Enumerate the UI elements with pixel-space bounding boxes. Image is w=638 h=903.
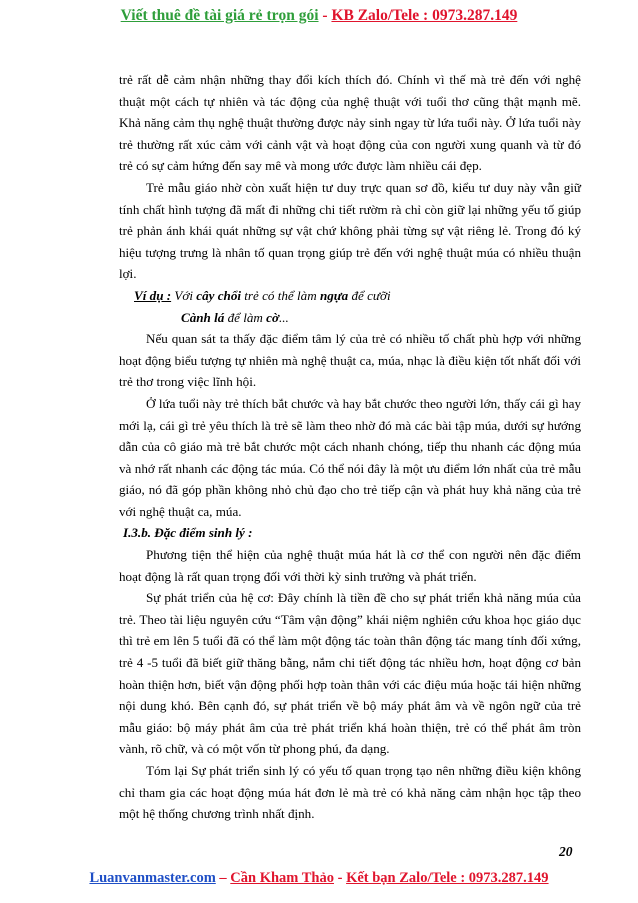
example-line-1: Ví dụ : Với cây chổi trẻ có thể làm ngựa để cưỡi: [134, 287, 391, 303]
paragraph-1: trẻ rất dễ cảm nhận những thay đổi kích thích đó. Chính vì thế mà trẻ đến với nghệ thuật một cách tự nhiên và tác động của nghệ thuật với tuổi thơ cũng thật mạnh mẽ. Khả năng cảm thụ nghệ thuật thường được nảy sinh ngay từ lứa tuổi này. Ở lứa tuổi này trẻ thường rất xúc cảm với cảnh vật và hoạt động của con người xung quanh và từ đó trẻ có sự cảm hứng đến say mê và mong ước được làm nhiều cái đẹp.: [119, 72, 581, 174]
document-body: [119, 69, 581, 825]
paragraph-6: Sự phát triển của hệ cơ: Đây chính là tiền đề cho sự phát triển khả năng múa của trẻ. Theo tài liệu nguyên cứu “Tâm vận động” khái niệm nghiên cứu khoa học giáo dục thì trẻ em lên 5 tuổi đã có thể làm một động tác toàn thân động tác mang tính đối xứng, trẻ 4 -5 tuổi đã biết giữ thăng bằng, nắm chi tiết động tác nhiều hơn, hoạt động cơ bản hoàn thiện hơn, biết vận động phối hợp toàn thân với các điệu múa hoặc tái hiện những nội dung khó. Bên cạnh đó, sự phát triển về bộ máy phát âm và về ngôn ngữ của trẻ mẫu giáo: bộ máy phát âm của trẻ phát triển khá hoàn thiện, trẻ có thể phát âm tròn vành, rõ chữ, và có một vốn từ phong phú, đa dạng.: [119, 590, 581, 757]
page-number: 20: [559, 844, 573, 859]
header-separator: -: [318, 7, 332, 24]
paragraph-5: Phương tiện thể hiện của nghệ thuật múa hát là cơ thể con người nên đặc điểm hoạt động là rất quan trọng đối với thời kỳ sinh trưởng và phát triển.: [119, 547, 581, 584]
paragraph-3: Nếu quan sát ta thấy đặc điểm tâm lý của trẻ có nhiều tố chất phù hợp với những hoạt động biểu tượng tự nhiên mà nghệ thuật ca, múa, nhạc là điều kiện tốt nhất đối với trẻ thơ trong việc lĩnh hội.: [119, 331, 581, 390]
footer-site-link[interactable]: Luanvanmaster.com: [89, 870, 216, 886]
footer-name-link[interactable]: Cần Kham Thảo: [230, 870, 334, 886]
example-label: Ví dụ :: [134, 287, 172, 303]
page-header: [0, 7, 638, 25]
paragraph-4: Ở lứa tuổi này trẻ thích bắt chước và hay bắt chước theo người lớn, thấy cái gì hay mới lạ, cái gì trẻ yêu thích là trẻ sẽ làm theo nhờ đó mà các bài tập múa, dưới sự hướng dẫn của cô giáo mà trẻ bắt chước một cách nhanh chóng, tiếp thu nhanh các động múa và nhớ rất nhanh các động tác múa. Có thể nói đây là một ưu điểm lớn nhất của trẻ mẫu giáo, nó đã góp phần không nhỏ chủ đạo cho trẻ tiếp cận và phát huy khả năng của trẻ với nghệ thuật ca, múa.: [119, 395, 581, 519]
section-heading: I.3.b. Đặc điểm sinh lý :: [123, 525, 253, 541]
paragraph-2: Trẻ mẫu giáo nhờ còn xuất hiện tư duy trực quan sơ đồ, kiểu tư duy này vẫn giữ tính chất hình tượng đã mất đi những chi tiết rườm rà chỉ còn giữ lại những yếu tố giúp trẻ phản ánh khái quát những sự vật chứ không phải từng sự vật riêng lẻ. Trong đó ký hiệu tượng trưng là nhân tố quan trọng giúp trẻ đến với nghệ thuật múa có nhiều thuận lợi.: [119, 179, 581, 282]
example-line-2: Cành lá để làm cờ...: [181, 309, 289, 325]
paragraph-7: Tóm lại Sự phát triển sinh lý có yếu tố quan trọng tạo nên những điều kiện không chỉ tham gia các hoạt động múa hát đơn lẻ mà trẻ có khả năng cảm nhận học tập theo một hệ thống chương trình nhất định.: [119, 763, 581, 822]
page-footer: Luanvanmaster.com – Cần Kham Thảo - Kết bạn Zalo/Tele : 0973.287.149: [89, 870, 549, 886]
header-service-link[interactable]: Viết thuê đề tài giá rẻ trọn gói: [120, 7, 319, 24]
footer-contact-link[interactable]: Kết bạn Zalo/Tele : 0973.287.149: [346, 870, 549, 886]
header-contact-link[interactable]: KB Zalo/Tele : 0973.287.149: [331, 7, 518, 24]
